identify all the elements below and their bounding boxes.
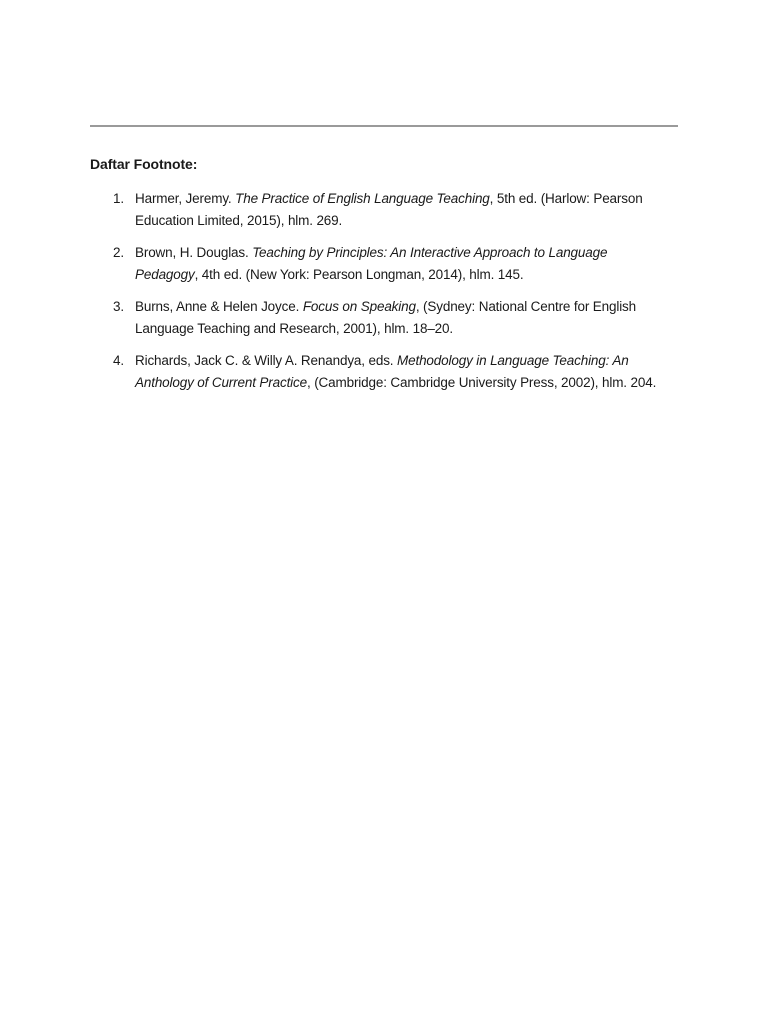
- footnote-item: [90, 350, 690, 394]
- footnote-title: Pedagogy: [135, 267, 195, 282]
- footnote-author: Harmer, Jeremy.: [135, 191, 236, 206]
- footnote-separator-line: [90, 125, 678, 127]
- footnote-details: Education Limited, 2015), hlm. 269.: [135, 213, 343, 228]
- footnote-title: Methodology in Language Teaching: An: [397, 353, 629, 368]
- footnote-author: Brown, H. Douglas.: [135, 245, 253, 260]
- footnote-heading: Daftar Footnote:: [90, 156, 198, 172]
- footnote-item: [90, 188, 690, 232]
- footnote-line: [135, 350, 690, 372]
- footnote-details: , (Cambridge: Cambridge University Press, 2002), hlm. 204.: [307, 375, 657, 390]
- footnote-number: 4.: [113, 353, 124, 368]
- footnote-line: [135, 296, 690, 318]
- footnote-line: [135, 264, 690, 286]
- footnote-details: , 4th ed. (New York: Pearson Longman, 2014), hlm. 145.: [194, 267, 524, 282]
- footnote-title: The Practice of English Language Teaching: [235, 191, 490, 206]
- footnote-line: [135, 242, 690, 264]
- footnote-title: Anthology of Current Practice: [135, 375, 307, 390]
- footnote-item: [90, 242, 690, 286]
- footnote-title: Focus on Speaking: [302, 299, 416, 314]
- footnote-details: , 5th ed. (Harlow: Pearson: [489, 191, 643, 206]
- footnote-details: Language Teaching and Research, 2001), hlm. 18–20.: [135, 321, 453, 336]
- footnote-line: [135, 188, 690, 210]
- footnote-line: [135, 210, 690, 232]
- footnote-author: Burns, Anne & Helen Joyce.: [135, 299, 303, 314]
- footnote-details: , (Sydney: National Centre for English: [415, 299, 637, 314]
- footnote-line: [135, 318, 690, 340]
- footnote-number: 2.: [113, 245, 124, 260]
- footnote-title: Teaching by Principles: An Interactive Approach to Language: [252, 245, 608, 260]
- footnote-item: [90, 296, 690, 340]
- footnote-line: [135, 372, 690, 394]
- footnote-author: Richards, Jack C. & Willy A. Renandya, eds.: [135, 353, 398, 368]
- footnote-list: [90, 188, 690, 404]
- footnote-number: 3.: [113, 299, 124, 314]
- footnote-number: 1.: [113, 191, 124, 206]
